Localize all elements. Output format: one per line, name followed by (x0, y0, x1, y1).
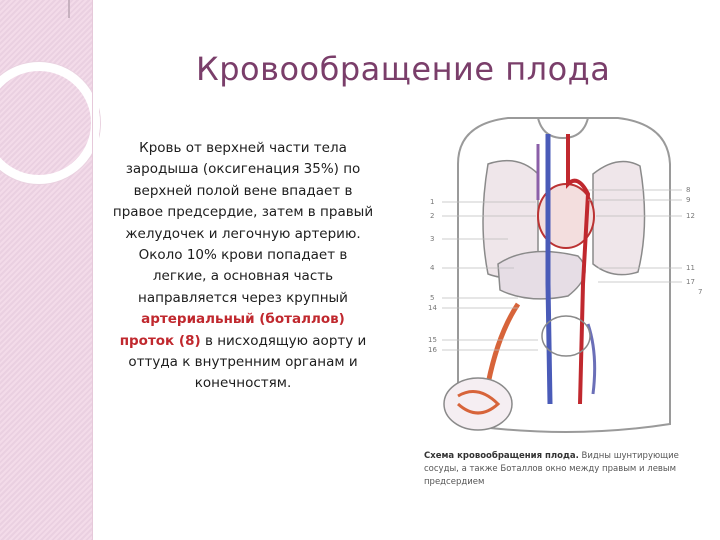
vena-cava-vessel (548, 134, 550, 404)
figure-label: 12 (686, 212, 695, 220)
fetal-circulation-diagram (418, 104, 708, 444)
figure-label: 3 (430, 235, 435, 243)
caption-rest: Видны шунтирующие сосуды, а также Боталлов окно между правым и левым предсердием (424, 451, 679, 487)
liver (498, 252, 585, 299)
right-lung (593, 162, 645, 275)
figure-label: 14 (428, 304, 437, 312)
figure-label: 4 (430, 264, 435, 272)
figure-label: 2 (430, 212, 435, 220)
figure-label: 1 (430, 198, 435, 206)
figure-label: 5 (430, 294, 435, 302)
body-text-part2: в нисходящую аорту и оттуда к внутренним органам и конечностям. (128, 332, 367, 392)
caption-title: Схема кровообращения плода. (424, 451, 579, 461)
iliac-vessel (588, 324, 595, 394)
figure-label: 7 (698, 288, 703, 296)
placenta (444, 378, 512, 430)
figure-label: 15 (428, 336, 437, 344)
decorative-tick (68, 0, 70, 18)
figure-label: 11 (686, 264, 695, 272)
figure-label: 16 (428, 346, 437, 354)
body-text-highlight: артериальный (боталлов) проток (8) (119, 311, 345, 349)
umbilical-vessel (488, 304, 518, 384)
figure-label: 8 (686, 186, 691, 194)
fetal-circulation-figure (418, 104, 708, 444)
figure-caption (424, 450, 694, 489)
slide-body-text (112, 138, 374, 395)
body-text-part1: Кровь от верхней части тела зародыша (оксигенация 35%) по верхней полой вене впадает в правое предсердие, затем в правый желудочек и легочную артерию. Около 10% крови попадает в легкие, а основная часть направляется через крупный (112, 140, 374, 306)
figure-label: 17 (686, 278, 695, 286)
figure-label: 9 (686, 196, 691, 204)
band-divider (92, 0, 99, 540)
slide-title: Кровообращение плода (196, 50, 611, 88)
